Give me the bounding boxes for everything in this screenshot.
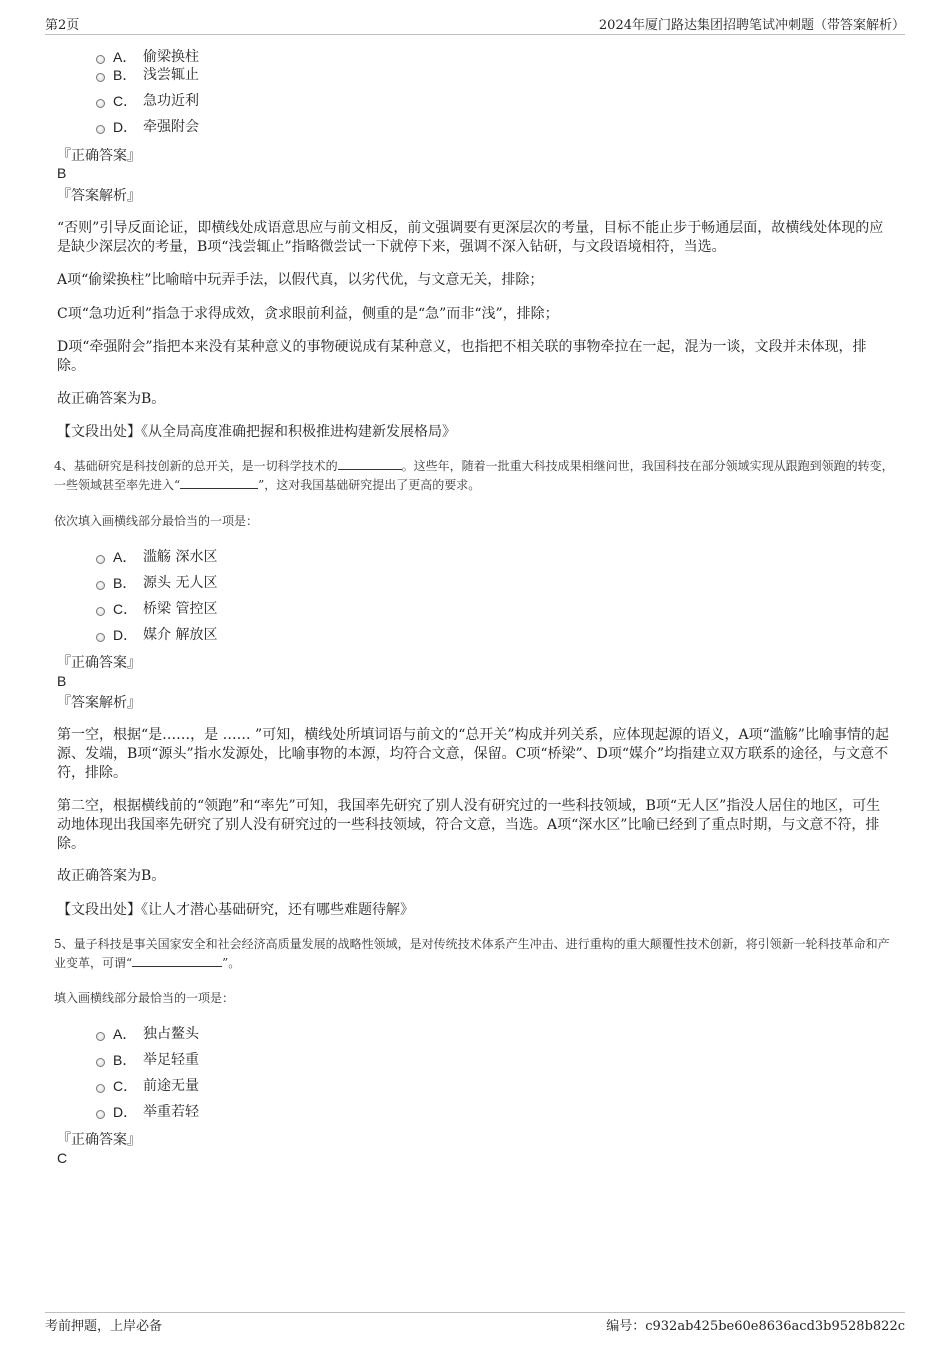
q4-blank-1 <box>338 457 402 470</box>
q4-option-b[interactable]: B． 源头 无人区 <box>96 573 217 593</box>
q4-analysis-label: 『答案解析』 <box>57 695 141 711</box>
q3-analysis-conclusion: 故正确答案为B。 <box>57 391 166 407</box>
q4-blank-2 <box>180 476 258 489</box>
q4-prompt: 依次填入画横线部分最恰当的一项是： <box>54 514 259 528</box>
q5-option-a[interactable]: A． 独占鳌头 <box>96 1024 199 1044</box>
q4-analysis-conclusion: 故正确答案为B。 <box>57 868 166 884</box>
document-title: 2024年厦门路达集团招聘笔试冲刺题（带答案解析） <box>598 18 905 33</box>
q4-option-a[interactable]: A． 滥觞 深水区 <box>96 547 217 567</box>
q3-analysis-label: 『答案解析』 <box>57 188 141 204</box>
q4-option-c[interactable]: C． 桥梁 管控区 <box>96 599 217 619</box>
q4-source: 【文段出处】《让人才潜心基础研究，还有哪些难题待解》 <box>57 902 414 918</box>
footer-slogan: 考前押题，上岸必备 <box>45 1319 163 1334</box>
page-footer <box>45 1312 905 1333</box>
q4-option-d[interactable]: D． 媒介 解放区 <box>96 625 217 645</box>
radio-icon[interactable] <box>96 607 105 616</box>
q3-option-c[interactable]: C． 急功近利 <box>96 91 199 111</box>
q5-prompt: 填入画横线部分最恰当的一项是： <box>54 991 235 1005</box>
radio-icon[interactable] <box>96 1032 105 1041</box>
q3-analysis-para-4: D项“牵强附会”指把本来没有某种意义的事物硬说成有某种意义，也指把不相关联的事物牵拉在一起，混为一谈，文段并未体现，排除。 <box>57 339 867 374</box>
q5-stem: 5、量子科技是事关国家安全和社会经济高质量发展的战略性领域，是对传统技术体系产生冲击、进行重构的重大颠覆性技术创新，将引领新一轮科技革命和产业变革，可谓“ ”。 <box>54 937 890 970</box>
q4-answer-label: 『正确答案』 <box>57 655 141 671</box>
q4-analysis-para-1: 第一空，根据“是……，是 …… ”可知，横线处所填词语与前文的“总开关”构成并列关系，应体现起源的语义，A项“滥觞”比喻事情的起源、发端，B项“源头”指水发源处，比喻事物的本源，均符合文意，保留。C项“桥梁”、D项“媒介”均指建立双方联系的途径，与文意不符，排除。 <box>57 727 889 781</box>
radio-icon[interactable] <box>96 125 105 134</box>
q3-option-a[interactable]: A． 偷梁换柱 <box>96 47 199 67</box>
q3-option-d[interactable]: D． 牵强附会 <box>96 117 199 137</box>
q3-answer: B <box>57 165 67 181</box>
q3-analysis-para-1: “否则”引导反面论证，即横线处成语意思应与前文相反，前文强调要有更深层次的考量，目标不能止步于畅通层面，故横线处体现的应是缺少深层次的考量，B项“浅尝辄止”指略微尝试一下就停下来，强调不深入钻研，与文段语境相符，当选。 <box>57 220 884 255</box>
q5-blank <box>132 954 222 967</box>
radio-icon[interactable] <box>96 555 105 564</box>
q5-option-c[interactable]: C． 前途无量 <box>96 1076 199 1096</box>
q4-analysis-para-2: 第二空，根据横线前的“领跑”和“率先”可知，我国率先研究了别人没有研究过的一些科技领域，B项“无人区”指没人居住的地区，可生动地体现出我国率先研究了别人没有研究过的一些科技领域，符合文意，当选。A项“深水区”比喻已经到了重点时期，与文意不符，排除。 <box>57 798 881 852</box>
radio-icon[interactable] <box>96 73 105 82</box>
page-header <box>45 14 905 35</box>
q5-option-b[interactable]: B． 举足轻重 <box>96 1050 199 1070</box>
radio-icon[interactable] <box>96 1110 105 1119</box>
q4-answer: B <box>57 673 67 689</box>
q5-answer-label: 『正确答案』 <box>57 1132 141 1148</box>
radio-icon[interactable] <box>96 1058 105 1067</box>
radio-icon[interactable] <box>96 633 105 642</box>
radio-icon[interactable] <box>96 55 105 64</box>
q3-answer-label: 『正确答案』 <box>57 148 141 164</box>
q3-analysis-para-2: A项“偷梁换柱”比喻暗中玩弄手法，以假代真，以劣代优，与文意无关，排除； <box>57 272 544 288</box>
radio-icon[interactable] <box>96 99 105 108</box>
page-number: 第2页 <box>45 18 80 33</box>
radio-icon[interactable] <box>96 1084 105 1093</box>
radio-icon[interactable] <box>96 581 105 590</box>
q4-stem: 4、基础研究是科技创新的总开关，是一切科学技术的 。这些年，随着一批重大科技成果相继问世，我国科技在部分领域实现从跟跑到领跑的转变，一些领域甚至率先进入“ ”，这对我国基础研究提出了更高的要求。 <box>54 459 894 492</box>
q3-analysis-para-3: C项“急功近利”指急于求得成效，贪求眼前利益，侧重的是“急”而非“浅”，排除； <box>57 306 559 322</box>
q3-source: 【文段出处】《从全局高度准确把握和积极推进构建新发展格局》 <box>57 424 456 440</box>
q5-answer: C <box>57 1150 68 1166</box>
q3-option-b[interactable]: B． 浅尝辄止 <box>96 65 199 85</box>
document-id: 编号：c932ab425be60e8636acd3b9528b822c <box>606 1319 905 1334</box>
q5-option-d[interactable]: D． 举重若轻 <box>96 1102 199 1122</box>
